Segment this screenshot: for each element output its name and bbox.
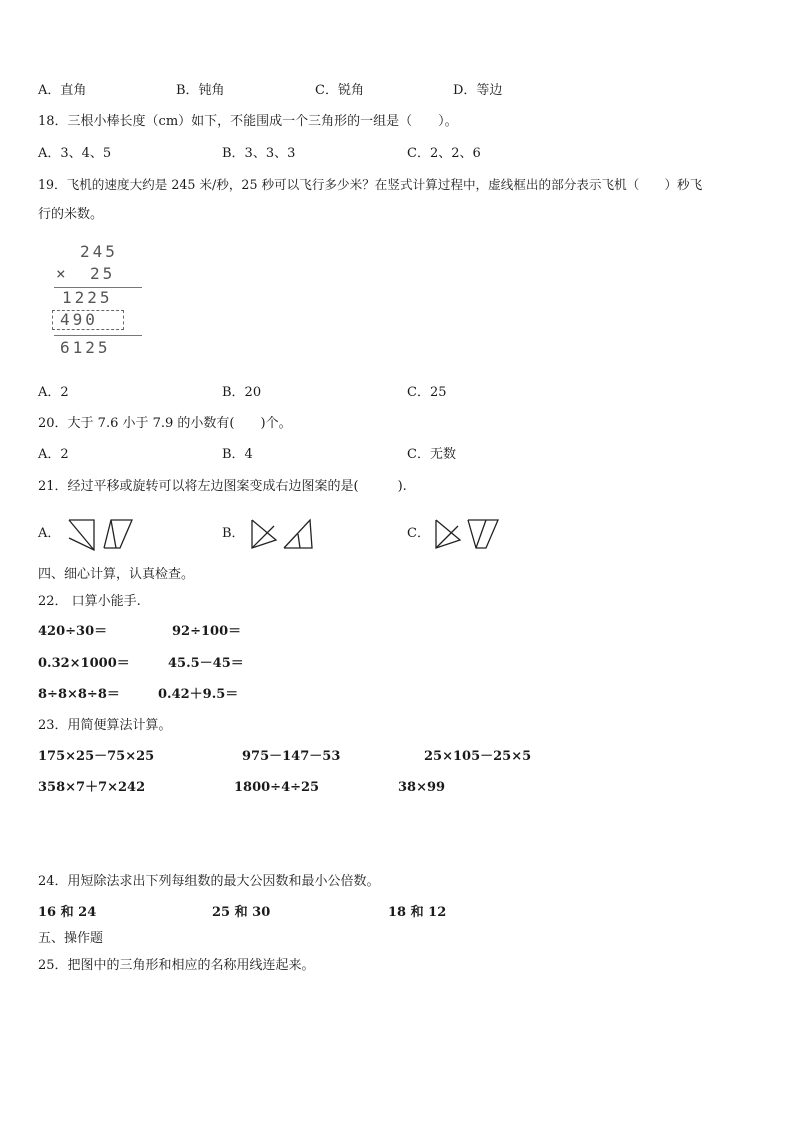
q19-option-c: C．25 [407,385,447,400]
q17-option-a: A．直角 [38,83,87,98]
q18-question: 18．三根小棒长度（cm）如下，不能围成一个三角形的一组是（ ）。 [38,114,458,129]
q22-item-6: 0.42＋9.5＝ [158,687,239,702]
q20-option-b: B．4 [222,447,253,462]
q22-item-4: 45.5－45＝ [168,656,244,671]
section-4-title: 四、细心计算，认真检查。 [38,567,195,582]
q21-option-a-figure [66,516,136,552]
q19-question-line1: 19．飞机的速度大约是 245 米/秒，25 秒可以飞行多少米？在竖式计算过程中，虚线框出的部分表示飞机（ ）秒飞 [38,177,703,192]
q24-question: 24．用短除法求出下列每组数的最大公因数和最小公倍数。 [38,874,380,889]
q21-option-b-figure [248,516,318,552]
q23-question: 23．用简便算法计算。 [38,718,172,733]
q19-option-b: B．20 [222,385,262,400]
rule-line-2 [54,335,142,336]
q23-item-3: 25×105－25×5 [424,749,532,764]
q23-item-1: 175×25－75×25 [38,749,155,764]
q18-option-a: A．3、4、5 [38,146,112,161]
q24-item-1: 16 和 24 [38,905,97,920]
partial-product-2: 490 [60,310,98,329]
q22-item-3: 0.32×1000＝ [38,656,130,671]
q21-option-a-label: A． [38,526,61,541]
multiplicand: 245 [80,242,118,261]
q23-item-5: 1800÷4÷25 [234,780,320,795]
q18-option-c: C．2、2、6 [407,146,481,161]
q23-item-2: 975－147－53 [242,749,341,764]
multiply-sign: × [56,264,66,283]
q17-option-b: B．钝角 [176,83,225,98]
section-5-title: 五、操作题 [38,931,104,946]
q24-item-2: 25 和 30 [212,905,271,920]
q21-option-b-label: B． [222,526,245,541]
q21-option-c-label: C． [407,526,430,541]
q18-option-b: B．3、3、3 [222,146,296,161]
q22-question: 22． 口算小能手. [38,594,141,609]
q23-item-4: 358×7＋7×242 [38,780,146,795]
q20-option-a: A．2 [38,447,69,462]
multiplier: 25 [90,264,116,283]
q22-item-2: 92÷100＝ [172,624,242,639]
partial-product-1: 1225 [62,288,113,307]
q19-option-a: A．2 [38,385,69,400]
q20-option-c: C．无数 [407,447,456,462]
q19-question-line2: 行的米数。 [38,207,104,222]
q21-question: 21．经过平移或旋转可以将左边图案变成右边图案的是( ). [38,479,407,494]
final-product: 6125 [60,338,111,357]
q17-option-d: D．等边 [453,83,503,98]
q22-item-5: 8÷8×8÷8＝ [38,687,120,702]
q23-item-6: 38×99 [398,780,446,795]
q25-question: 25．把图中的三角形和相应的名称用线连起来。 [38,958,315,973]
vertical-multiplication-figure [48,244,144,360]
q22-item-1: 420÷30＝ [38,624,108,639]
q21-option-c-figure [432,516,502,552]
q20-question: 20．大于 7.6 小于 7.9 的小数有( )个。 [38,416,292,431]
q17-option-c: C．锐角 [315,83,364,98]
q24-item-3: 18 和 12 [388,905,447,920]
